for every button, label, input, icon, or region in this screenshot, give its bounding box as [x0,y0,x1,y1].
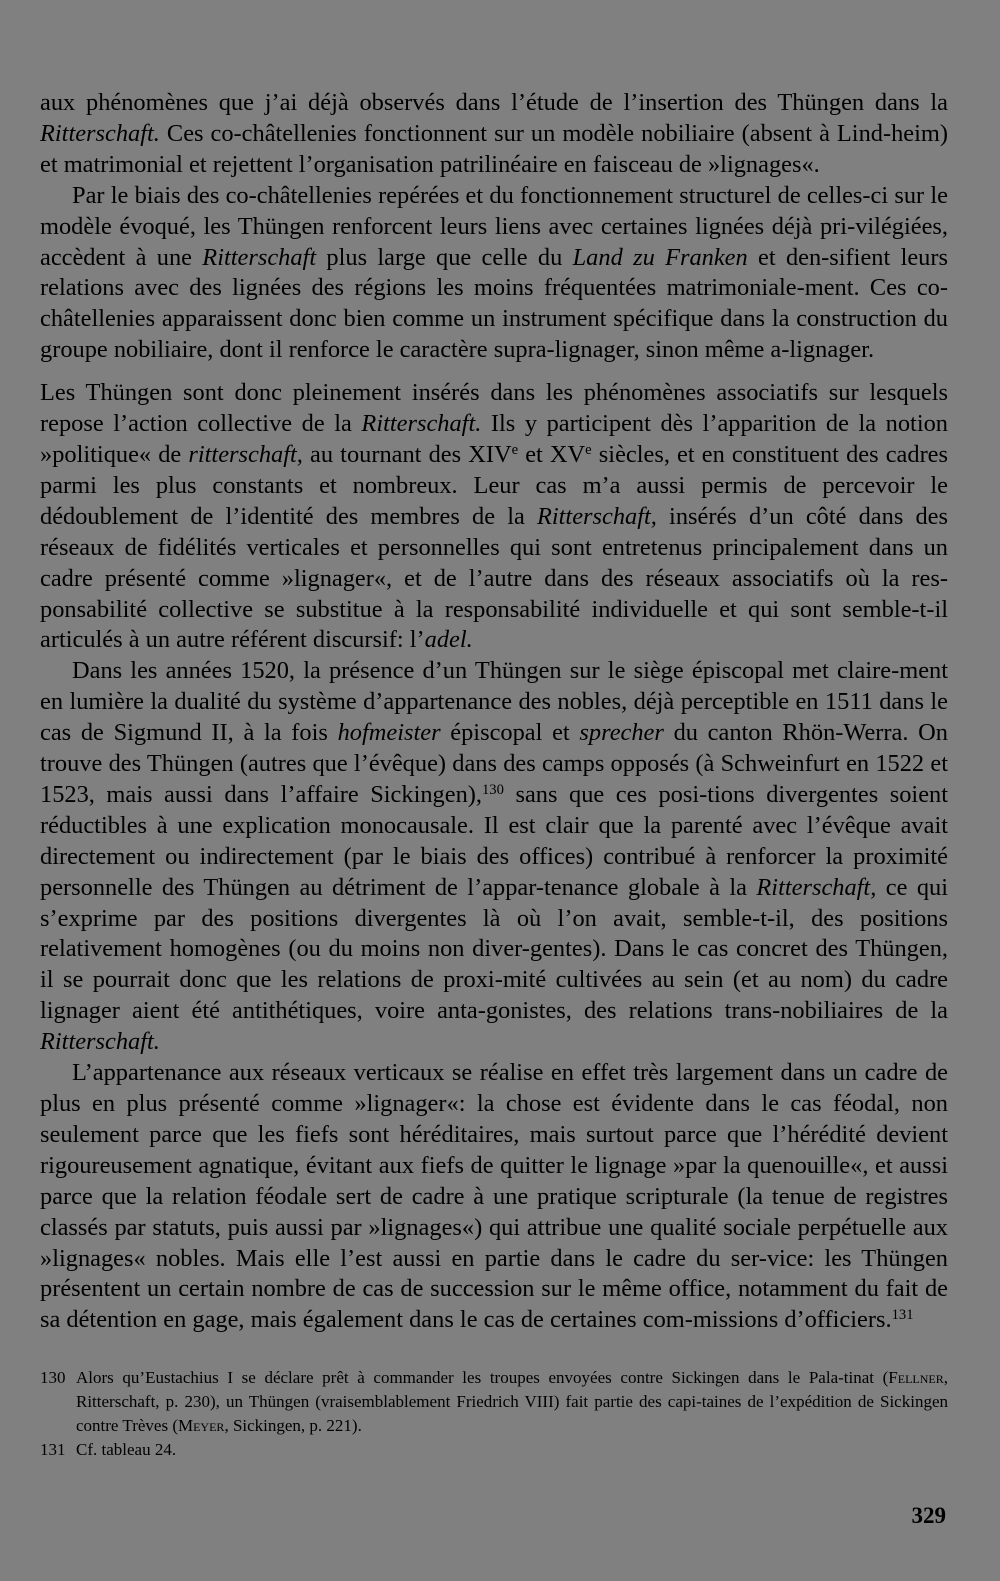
superscript: e [585,441,592,458]
footnote-ref-131[interactable]: 131 [891,1307,914,1324]
text-run: du canton Rhön-Werra. On trouve des Thüngen (autres que l’évêque) dans des camps opposés (à Schweinfurt en 1522 et 1523, mais aussi dans l’affaire Sickingen), [40,719,948,808]
page-number: 329 [911,1503,946,1528]
italic-term: Ritterschaft [202,243,317,271]
text-run: Les Thüngen sont donc pleinement insérés dans les phénomènes associatifs sur lesquels repose l’action collective de la [40,379,948,438]
text-run: Dans les années 1520, la présence d’un Thüngen sur le siège épiscopal met claire-ment en lumière la dualité du système d’appartenance des nobles, déjà perceptible en 1511 dans le cas de Sigmund II, à la fois [40,657,948,747]
text-run: siècles, et en constituent des cadres parmi les plus constants et nombreux. Leur cas m’a aussi permis de percevoir le dédoublement de l’identité des membres de la [40,440,949,530]
text-run: et den-sifient leurs relations avec des lignées des régions les moins fréquentées matrimoniale-ment. Ces co-châtellenies apparaissent donc bien comme un instrument spécifique dans la construction du groupe nobiliaire, dont il renforce le caractère supra-lignager, sinon même a-lignager. [40,243,948,364]
footnote-number: 130 [40,1368,66,1387]
text-run: épiscopal et [440,719,580,747]
italic-term: Ritterschaft. [40,119,160,147]
text-run: aux phénomènes que j’ai déjà observés dans l’étude de l’insertion des Thüngen dans la [40,89,948,116]
text-run: au tournant des XIV [302,440,512,468]
italic-term: sprecher [579,719,664,747]
paragraph-2 [40,181,948,366]
footnote-130 [40,1366,948,1438]
text-run: L’appartenance aux réseaux verticaux se réalise en effet très largement dans un cadre de plus en plus présenté comme »lignager«: la chose est évidente dans le cas féodal, non seulement parce que les fiefs sont héréditaires, mais surtout parce que l’hérédité devient rigoureusement agnatique, évitant aux fiefs de quitter le lignage »par la quenouille«, et aussi parce que la relation féodale sert de cadre à une pratique scripturale (la tenue de registres classés par statuts, puis aussi par »lignages«) qui attribue une qualité sociale perpétuelle aux »lignages« nobles. Mais elle l’est aussi en partie dans le cadre du ser-vice: les Thüngen présentent un certain nombre de cas de succession sur le même office, notamment du fait de sa détention en gage, mais également dans le cas de certaines com-missions d’officiers. [40,1059,948,1334]
footnote-131 [40,1438,948,1462]
italic-term: Ritterschaft. [40,1028,160,1056]
text-run: , Ritterschaft, p. 230), un Thüngen (vraisemblablement Friedrich VIII) fait partie des capi-taines de l’expédition de Sickingen contre Trèves ( [76,1368,948,1435]
text-run: Cf. tableau 24. [76,1440,177,1459]
text-run: Par le biais des co-châtellenies repérées et du fonctionnement structurel de celles-ci sur le modèle évoqué, les Thüngen renforcent leurs liens avec certaines lignées déjà pri-vilégiées, accèdent à une [40,181,948,271]
text-run: insérés d’un côté dans des réseaux de fidélités verticales et personnelles qui sont entretenus principalement dans un cadre présenté comme »lignager«, et de l’autre dans des réseaux associatifs où la res-ponsabilité collective se substitue à la responsabilité individuelle et qui sont semble-t-il articulés à un autre référent discursif: l’ [40,502,948,654]
text-run: Ces co-châtellenies fonctionnent sur un modèle nobiliaire (absent à Lind-heim) et matrimonial et rejettent l’organisation patrilinéaire en faisceau de »lignages«. [40,119,948,178]
italic-term: Land zu Franken [572,243,748,271]
italic-term: Ritterschaft. [361,410,482,438]
main-text [40,88,948,1336]
italic-term: hofmeister [337,719,441,747]
italic-term: adel. [424,626,473,654]
author-name: Meyer [177,1416,225,1435]
text-run: et XV [518,440,586,468]
text-run: plus large que celle du [316,243,573,271]
italic-term: ritterschaft, [188,440,303,468]
text-run: Alors qu’Eustachius I se déclare prêt à commander les troupes envoyées contre Sickingen dans le Pala-tinat ( [76,1368,889,1387]
footnotes [40,1366,948,1462]
italic-term: Ritterschaft, [536,502,657,530]
footnote-number: 131 [40,1440,66,1459]
text-run: ce qui s’exprime par des positions divergentes là où l’on avait, semble-t-il, des positions relativement homogènes (ou du moins non diver-gentes). Dans le cas concret des Thüngen, il se pourrait donc que les relations de proxi-mité cultivées au sein (et au nom) du cadre lignager aient été antithétiques, voire anta-gonistes, des relations trans-nobiliaires de la [40,873,948,1025]
superscript: e [511,441,519,458]
paragraph-5 [40,1058,948,1336]
paragraph-3 [40,378,948,656]
italic-term: Ritterschaft, [756,873,877,901]
text-run: sans que ces posi-tions divergentes soient réductibles à une explication monocausale. Il est clair que la parenté avec l’évêque avait directement ou indirectement (par le biais des offices) contribué à renforcer la proximité personnelle des Thüngen au détriment de l’appar-tenance globale à la [40,780,948,901]
paragraph-1 [40,88,948,181]
footnote-ref-130[interactable]: 130 [481,781,504,798]
text-run: , Sickingen, p. 221). [224,1416,362,1435]
author-name: Fellner [888,1368,944,1387]
text-run: Ils y participent dès l’apparition de la notion »politique« de [40,410,949,468]
paragraph-4 [40,656,948,1058]
